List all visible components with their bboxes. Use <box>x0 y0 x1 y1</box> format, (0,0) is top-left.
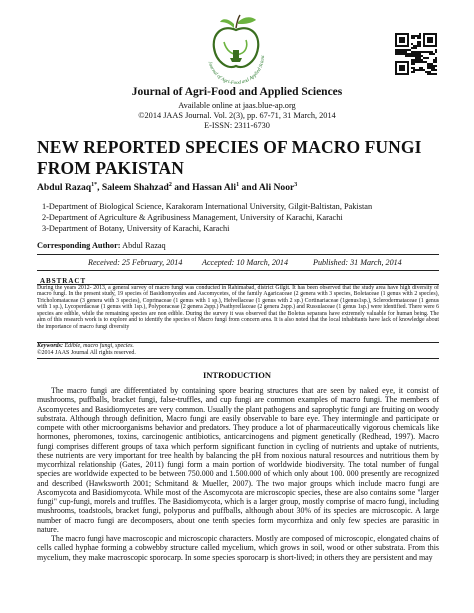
author-affiliation-mark: 1 <box>236 182 240 188</box>
affiliation: 3-Department of Botany, University of Karachi, Karachi <box>42 224 230 233</box>
journal-name: Journal of Agri-Food and Applied Sciences <box>131 86 343 98</box>
paragraph: The macro fungi have macroscopic and microscopic characters. Mostly are composed of microscopic, elongated chains of cells called hyphae forming a cobwebby structure called mycelium, which grows in soil, wood or other substrata. From this mycelium, they make macroscopic sporocarp. In some species sporocarp is short-lived; in others they are persistent and may <box>37 534 439 562</box>
copyright: ©2014 JAAS Journal All rights reserved. <box>37 350 136 356</box>
apple-logo-icon <box>200 10 272 88</box>
abstract-heading: ABSTRACT <box>40 277 87 285</box>
corresponding-author-label: Corresponding Author: <box>37 241 121 250</box>
corresponding-author <box>37 241 166 250</box>
abstract-text: During the years 2012- 2013, a general survey of macro fungi was conducted in Rahimabad, district Gilgit. It has been observed that the study area have high diversity of macro fungi. In the present study, 19 species of Basidiomycetes and Ascomycetes, of the family Agaricaceae (2 genera with 3 species, Boletaceae (1 genus with 2 species), Tricholomataceae (3 genera with 3 species), Coprinaceae (1 genus with 1 sp.), Helvellaceae (1 genus with 2 sp.) Cortinariaceae (1genus1sp.), Sclerodermataceae (1 genus with 1 sp.), Lycoperdaceae (1 genus with 1sp.), Polyporaceae (2 genera 2spp.) Psathyrellaceae (2 genera 2spp.) and Russulaceae (1 genus 1sp.) were identified. There were 6 species are edible, while the remaining species are non edible. During the survey it was observed that the Boletus separans have extremely valuable for human being. The aim of this research work is to explore and to identify the species of Macro fungi from concern area. It is also noted that the local inhabitants have lack of knowledge about the importance of macro fungi diversity <box>37 285 439 330</box>
citation-line: ©2014 JAAS Journal. Vol. 2(3), pp. 67-71, 31 March, 2014 <box>138 111 336 120</box>
divider <box>37 358 439 359</box>
author-list <box>37 182 447 193</box>
eissn-line: E-ISSN: 2311-6730 <box>204 121 270 130</box>
author-separator: , <box>97 182 102 194</box>
author-name: Hassan Ali <box>192 182 237 194</box>
keywords <box>37 343 134 349</box>
paragraph: The macro fungi are differentiated by containing spore bearing structures that are seen by naked eye, it consist of mushrooms, puffballs, bracket fungi, false-truffles, and cup fungi are common examples of macro fungi. The members of Ascomycetes and Basidiomycetes are very common. Usually the plant pathogens and saprophytic fungi are fruiting on woody substrata. Although through definition, Macro fungi are easily observable to bare eye. They intermingle and participate or compete with other microorganisms behavior and predators. They produce a lot of pharmaceutically vigorous chemicals like hormones, pheromones, toxins, carcinogenic antibiotics, anticarcinogens and pigment genetically (Redhead, 1997). Macro fungi comprises different groups of taxa which perform significant function in cycling of nutrients and uptake of nutrients, these nutrients are very important for tree health by balancing the pH from noxious natural resources and nutritious them by mycorrhizal relationship (Gates, 2011) fungi form a main portion of worldwide biodiversity. The total number of fungal species are worldwide expected to be between 750.000 and 1.500.000 of which only about 100. 000 presently are recognized and described (Hawksworth 2001; Schmitand & Mueller, 2007). The two major groups which include macro fungi are Ascomycota and Basidiomycota. While most of the Ascomycota are microscopic species, these are also contains some "larger fungi" cup-fungi, morels and truffles. The Basidiomycota, which is a larger group, mostly comprise of macro fungi, including mushrooms, toadstools, bracket fungi, polyporus and puffballs, although about 30% of its species are microscopic. A large number of macro fungi are decomposers, about one tenth species form mycorrhiza and only few species are parasitic in nature. <box>37 386 439 534</box>
keywords-value: Edible, macro fungi, species. <box>64 343 134 349</box>
divider <box>37 254 439 255</box>
keywords-label: Keywords: <box>37 343 63 349</box>
corresponding-author-name: Abdul Razaq <box>122 241 166 250</box>
affiliation: 2-Department of Agriculture & Agribusiness Management, University of Karachi, Karachi <box>42 213 343 222</box>
section-heading: INTRODUCTION <box>202 370 271 380</box>
author-name: Saleem Shahzad <box>101 182 169 194</box>
journal-logo <box>200 10 272 88</box>
author-name: Abdul Razaq <box>37 182 92 194</box>
availability-line: Available online at jaas.blue-ap.org <box>178 101 296 110</box>
author-affiliation-mark: 1* <box>91 182 98 188</box>
qr-code <box>395 33 437 75</box>
affiliation: 1-Department of Biological Science, Karakoram International University, Gilgit-Baltistan, Pakistan <box>42 202 373 211</box>
article-title: NEW REPORTED SPECIES OF MACRO FUNGI FROM PAKISTAN <box>37 137 422 178</box>
author-conjunction: and <box>239 182 259 194</box>
accepted-date: Accepted: 10 March, 2014 <box>202 258 289 267</box>
author-name: Ali Noor <box>258 182 295 194</box>
qr-code-icon <box>395 33 437 75</box>
author-affiliation-mark: 2 <box>168 182 172 188</box>
published-date: Published: 31 March, 2014 <box>313 258 402 267</box>
author-affiliation-mark: 3 <box>294 182 298 188</box>
divider <box>37 270 439 271</box>
author-conjunction: and <box>171 182 193 194</box>
introduction-body <box>37 386 439 613</box>
logo-ring-text: Journal of Agri-Food and Applied Scienc <box>206 54 267 87</box>
received-date: Received: 25 February, 2014 <box>88 258 183 267</box>
